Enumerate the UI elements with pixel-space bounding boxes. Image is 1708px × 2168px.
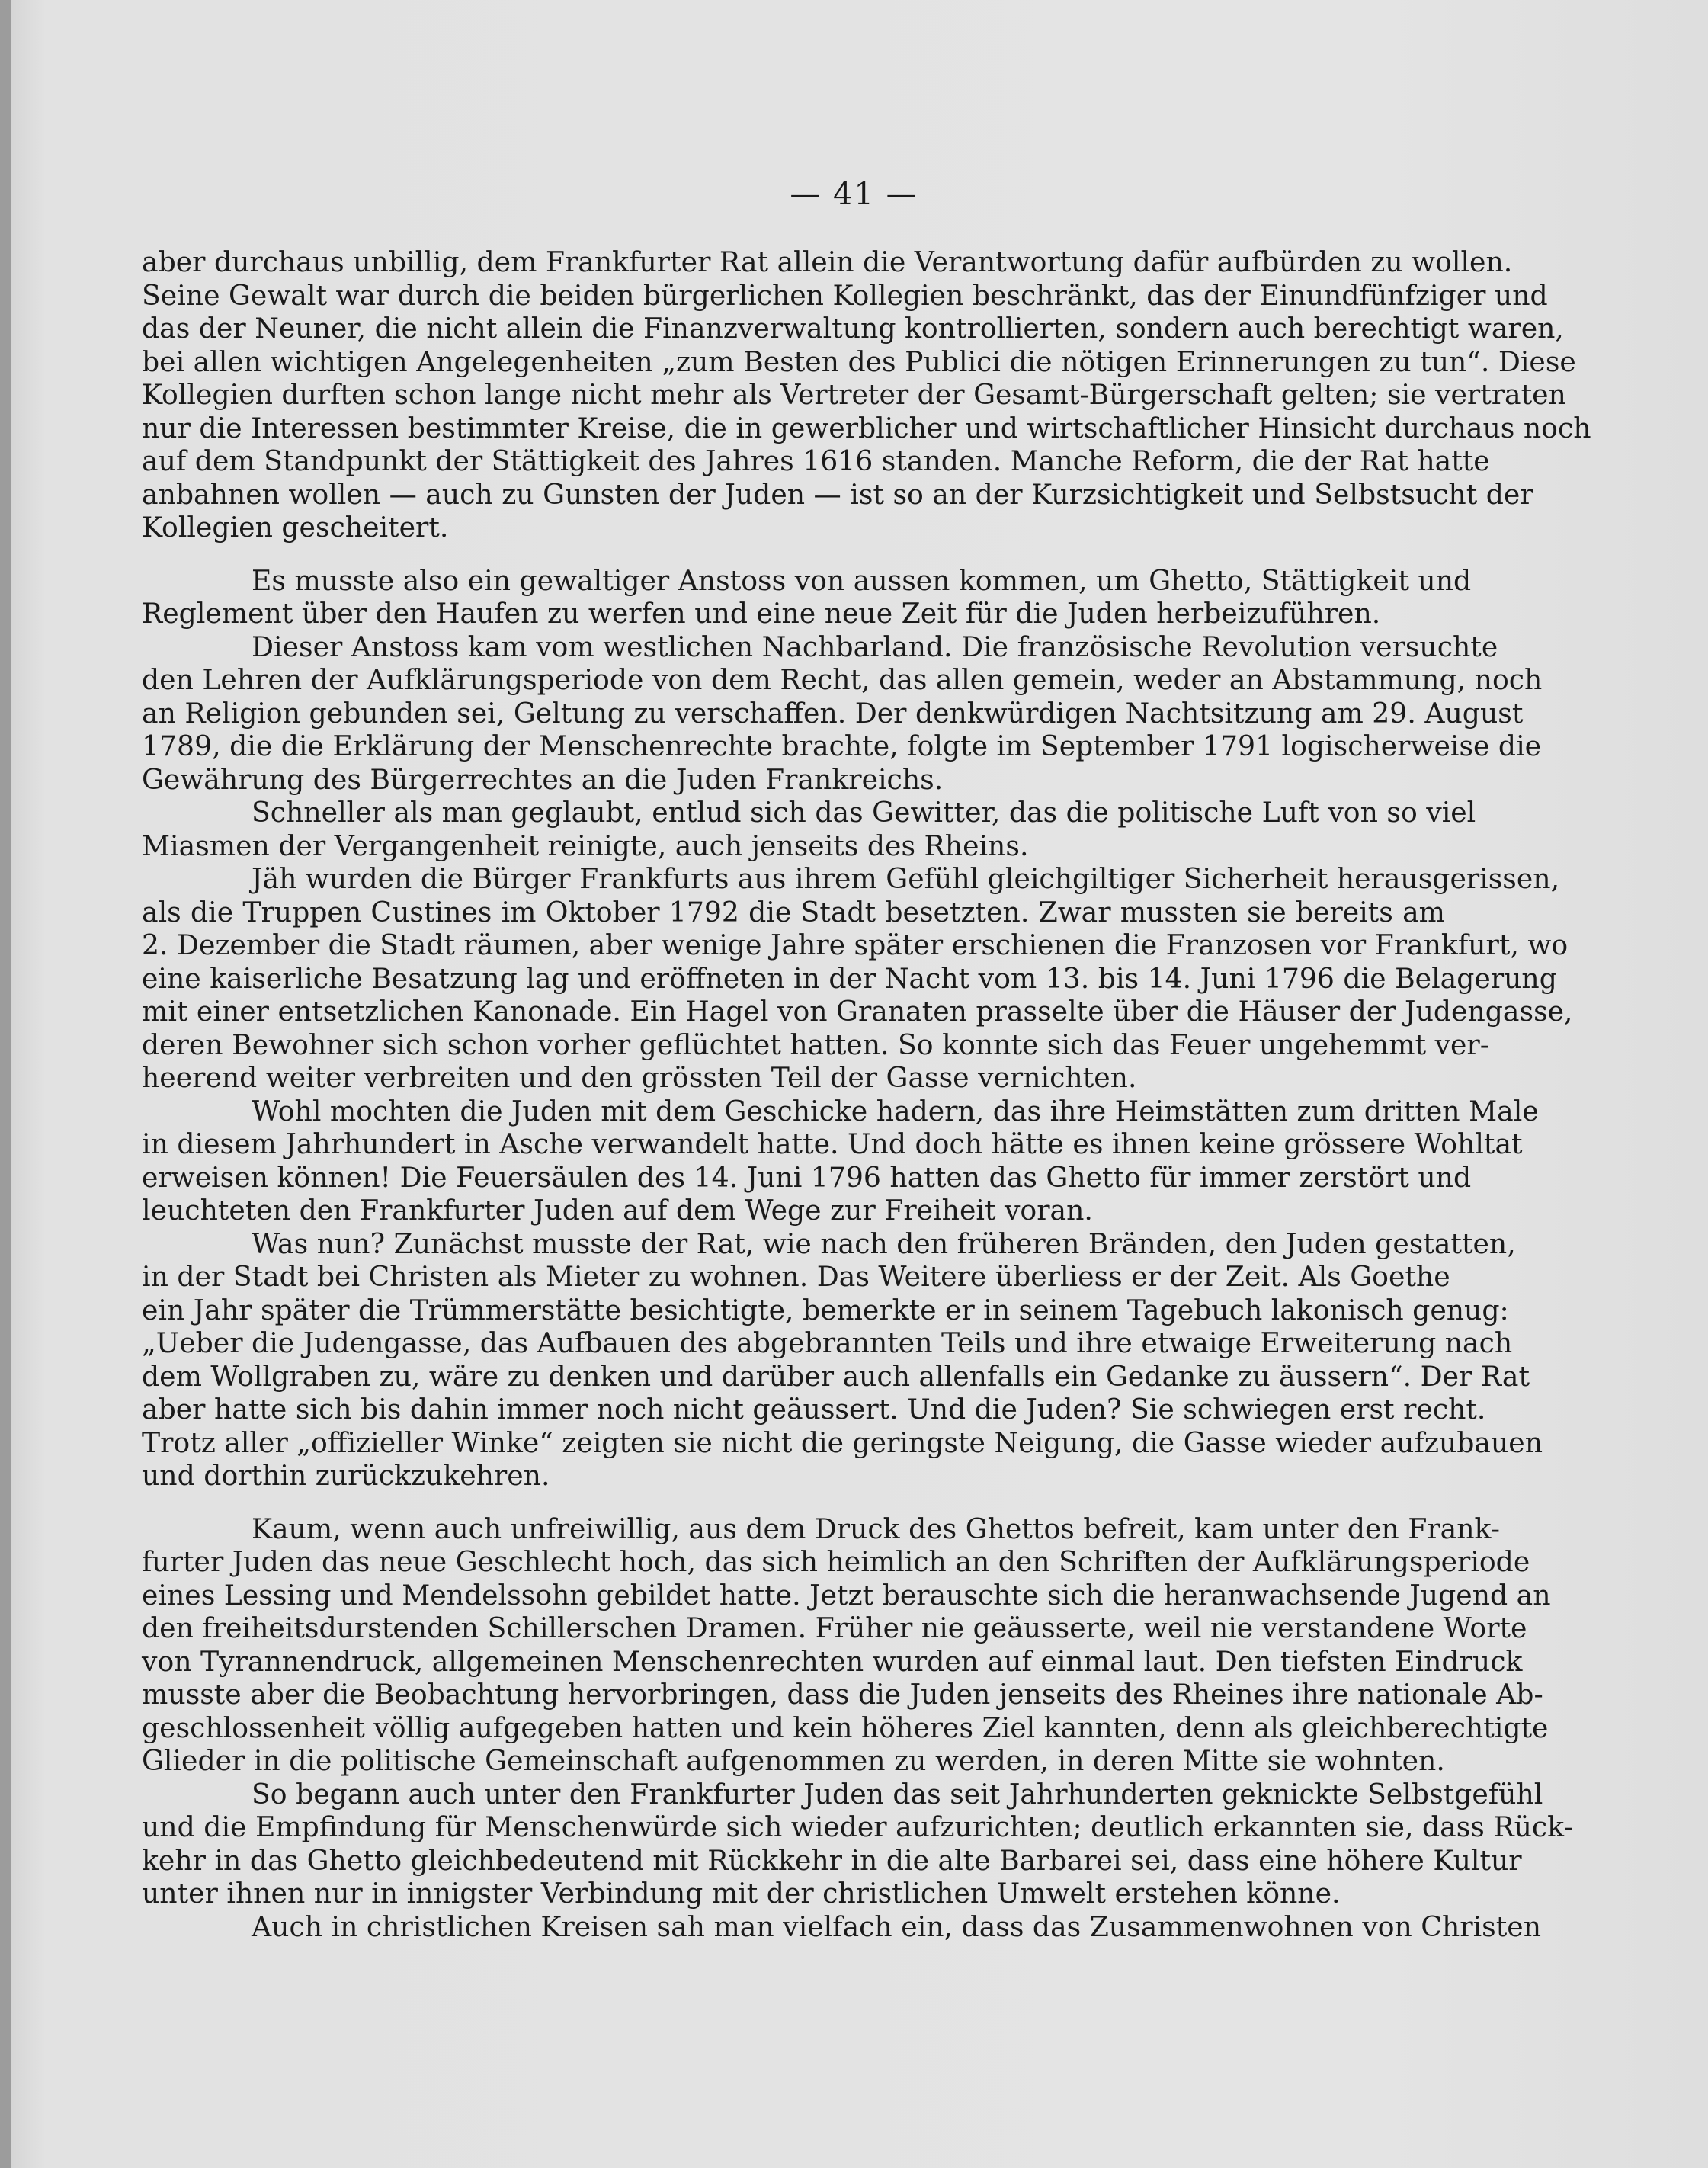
text-line: heerend weiter verbreiten und den grössten Teil der Gasse vernichten. [142,1061,1137,1094]
paragraph [142,1777,1573,1910]
text-line: Trotz aller „offizieller Winke“ zeigten sie nicht die geringste Neigung, die Gasse wieder aufzubauen [142,1426,1543,1459]
text-line: kehr in das Ghetto gleichbedeutend mit Rückkehr in die alte Barbarei sei, dass eine höhere Kultur [142,1843,1522,1877]
paragraph [142,630,1543,797]
paragraph [142,563,1472,630]
text-line: furter Juden das neue Geschlecht hoch, das sich heimlich an den Schriften der Aufklärungsperiode [142,1545,1530,1578]
text-line: bei allen wichtigen Angelegenheiten „zum Besten des Publici die nötigen Erinnerungen zu tun“. Diese [142,345,1576,378]
paragraph [142,1227,1543,1493]
paragraph [142,1094,1539,1227]
paragraph [142,862,1573,1095]
text-line: als die Truppen Custines im Oktober 1792 die Stadt besetzten. Zwar mussten sie bereits am [142,895,1445,928]
text-line: Glieder in die politische Gemeinschaft aufgenommen zu werden, in deren Mitte sie wohnten. [142,1744,1445,1777]
text-line: aber hatte sich bis dahin immer noch nicht geäussert. Und die Juden? Sie schwiegen erst recht. [142,1393,1486,1426]
text-line: mit einer entsetzlichen Kanonade. Ein Hagel von Granaten prasselte über die Häuser der Judengasse, [142,995,1573,1028]
text-line: musste aber die Beobachtung hervorbringen, dass die Juden jenseits des Rheines ihre nationale Ab- [142,1678,1543,1711]
text-line: Reglement über den Haufen zu werfen und eine neue Zeit für die Juden herbeizuführen. [142,597,1381,630]
text-line: Seine Gewalt war durch die beiden bürgerlichen Kollegien beschränkt, das der Einundfünfziger und [142,278,1548,312]
text-line: Kaum, wenn auch unfreiwillig, aus dem Druck des Ghettos befreit, kam unter den Frank- [252,1512,1501,1545]
text-line: aber durchaus unbillig, dem Frankfurter Rat allein die Verantwortung dafür aufbürden zu wollen. [142,245,1513,278]
text-line: Schneller als man geglaubt, entlud sich das Gewitter, das die politische Luft von so viel [252,796,1476,829]
text-line: eines Lessing und Mendelssohn gebildet hatte. Jetzt berauschte sich die heranwachsende Jugend an [142,1578,1551,1612]
text-line: Auch in christlichen Kreisen sah man vielfach ein, dass das Zusammenwohnen von Christen [252,1910,1542,1943]
text-line: auf dem Standpunkt der Stättigkeit des Jahres 1616 standen. Manche Reform, die der Rat hatte [142,444,1490,477]
text-line: dem Wollgraben zu, wäre zu denken und darüber auch allenfalls ein Gedanke zu äussern“. Der Rat [142,1359,1530,1393]
text-line: leuchteten den Frankfurter Juden auf dem Wege zur Freiheit voran. [142,1194,1093,1227]
text-line: in der Stadt bei Christen als Mieter zu wohnen. Das Weitere überliess er der Zeit. Als Goethe [142,1260,1450,1293]
text-line: Es musste also ein gewaltiger Anstoss von aussen kommen, um Ghetto, Stättigkeit und [252,563,1472,597]
text-line: und die Empfindung für Menschenwürde sich wieder aufzurichten; deutlich erkannten sie, dass Rück- [142,1810,1573,1843]
text-line: Was nun? Zunächst musste der Rat, wie nach den früheren Bränden, den Juden gestatten, [252,1227,1516,1260]
text-line: „Ueber die Judengasse, das Aufbauen des abgebrannten Teils und ihre etwaige Erweiterung nach [142,1326,1513,1359]
text-line: 1789, die die Erklärung der Menschenrechte brachte, folgte im September 1791 logischerweise die [142,730,1542,762]
text-line: eine kaiserliche Besatzung lag und eröffneten in der Nacht vom 13. bis 14. Juni 1796 die Belagerung [142,961,1557,995]
paragraph [142,796,1476,862]
text-line: und dorthin zurückzukehren. [142,1459,550,1492]
text-line: Jäh wurden die Bürger Frankfurts aus ihrem Gefühl gleichgiltiger Sicherheit herausgerissen, [252,862,1560,895]
text-line: erweisen können! Die Feuersäulen des 14. Juni 1796 hatten das Ghetto für immer zerstört und [142,1160,1472,1194]
text-line: Kollegien gescheitert. [142,511,449,544]
text-line: Wohl mochten die Juden mit dem Geschicke hadern, das ihre Heimstätten zum dritten Male [252,1094,1539,1127]
text-line: 2. Dezember die Stadt räumen, aber wenige Jahre später erschienen die Franzosen vor Frankfurt, wo [142,928,1569,961]
text-line: Miasmen der Vergangenheit reinigte, auch jenseits des Rheins. [142,829,1029,862]
text-line: geschlossenheit völlig aufgegeben hatten und kein höheres Ziel kannten, denn als gleichberechtigte [142,1711,1549,1744]
text-line: den Lehren der Aufklärungsperiode von dem Recht, das allen gemein, weder an Abstammung, noch [142,663,1543,696]
text-line: an Religion gebunden sei, Geltung zu verschaffen. Der denkwürdigen Nachtsitzung am 29. August [142,696,1524,730]
text-line: anbahnen wollen — auch zu Gunsten der Juden — ist so an der Kurzsichtigkeit und Selbstsucht der [142,477,1533,511]
text-line: nur die Interessen bestimmter Kreise, die in gewerblicher und wirtschaftlicher Hinsicht durchaus noch [142,411,1591,444]
text-line: ein Jahr später die Trümmerstätte besichtigte, bemerkte er in seinem Tagebuch lakonisch genug: [142,1293,1509,1326]
text-line: Dieser Anstoss kam vom westlichen Nachbarland. Die französische Revolution versuchte [252,630,1498,663]
text-line: deren Bewohner sich schon vorher geflüchtet hatten. So konnte sich das Feuer ungehemmt ver- [142,1028,1489,1061]
page-number: — 41 — [790,177,918,212]
paragraph [142,1512,1551,1778]
page-binding-edge [0,0,11,2168]
text-line: Kollegien durften schon lange nicht mehr als Vertreter der Gesamt-Bürgerschaft gelten; sie vertraten [142,378,1566,411]
text-line: So begann auch unter den Frankfurter Juden das seit Jahrhunderten geknickte Selbstgefühl [252,1777,1543,1810]
paragraph [142,1910,1542,1944]
text-line: unter ihnen nur in innigster Verbindung mit der christlichen Umwelt erstehen könne. [142,1877,1341,1910]
paragraph [142,245,1591,544]
text-line: in diesem Jahrhundert in Asche verwandelt hatte. Und doch hätte es ihnen keine grössere Wohltat [142,1127,1523,1160]
text-line: das der Neuner, die nicht allein die Finanzverwaltung kontrollierten, sondern auch berechtigt waren, [142,312,1564,345]
body-text [142,245,1591,1943]
text-line: den freiheitsdurstenden Schillerschen Dramen. Früher nie geäusserte, weil nie verstandene Worte [142,1612,1527,1644]
text-line: Gewährung des Bürgerrechtes an die Juden Frankreichs. [142,762,944,796]
text-line: von Tyrannendruck, allgemeinen Menschenrechten wurden auf einmal laut. Den tiefsten Eindruck [142,1644,1523,1678]
